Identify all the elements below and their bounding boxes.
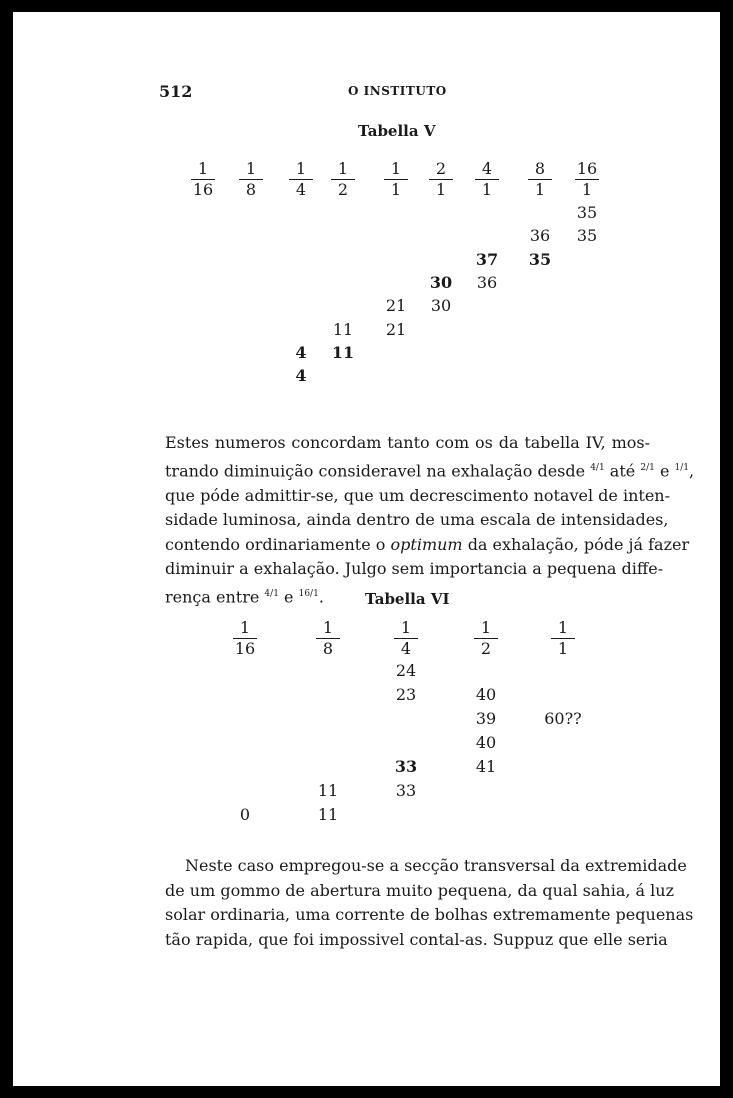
column-header-denominator: 2 bbox=[337, 180, 349, 199]
table-cell: 60?? bbox=[544, 709, 582, 728]
column-header-denominator: 1 bbox=[581, 180, 593, 199]
table-cell: 30 bbox=[430, 296, 452, 316]
column-header-denominator: 8 bbox=[322, 639, 334, 658]
table-cell: 35 bbox=[576, 226, 598, 246]
paragraph-1-line-5 bbox=[165, 533, 690, 558]
column-header-4 bbox=[376, 159, 416, 200]
column-header-denominator: 8 bbox=[245, 180, 257, 199]
paragraph-1-line-2: trando diminuição consideravel na exhalação desde $^{4/1}$ até $^{2/1}$ e $^{1/1}$, bbox=[165, 460, 695, 480]
table-cell: 21 bbox=[385, 319, 407, 339]
running-title: O INSTITUTO bbox=[348, 84, 447, 98]
column-header-3 bbox=[466, 618, 506, 659]
table-cell: 33 bbox=[394, 757, 418, 776]
table-cell: 40 bbox=[475, 685, 497, 704]
table-cell: 35 bbox=[576, 203, 598, 222]
table-cell: 4 bbox=[295, 366, 307, 386]
optimum-word: optimum bbox=[390, 534, 463, 554]
frac-3-num: 1 bbox=[674, 462, 681, 473]
column-header-0 bbox=[225, 618, 265, 659]
table-cell: 35 bbox=[528, 249, 552, 269]
line-2-text: trando diminuição consideravel na exhalação desde bbox=[165, 460, 586, 480]
column-header-4 bbox=[543, 618, 583, 659]
frac-1-den: 1 bbox=[598, 462, 605, 473]
column-header-1 bbox=[308, 618, 348, 659]
table-cell: 23 bbox=[395, 685, 417, 704]
column-header-numerator: 1 bbox=[197, 159, 209, 178]
column-header-numerator: 1 bbox=[295, 159, 307, 178]
table-cell: 40 bbox=[475, 733, 497, 752]
column-header-numerator: 1 bbox=[400, 618, 412, 637]
table-cell: 36 bbox=[476, 272, 498, 292]
column-header-numerator: 1 bbox=[322, 618, 334, 637]
paragraph-2 bbox=[165, 854, 694, 952]
paragraph-2-line-1: Neste caso empregou-se a secção transversal da extremidade bbox=[185, 856, 687, 875]
line-5-rest: da exhalação, póde já fazer bbox=[467, 534, 690, 554]
paragraph-1-line-7: rença entre $^{4/1}$ e $^{16/1}$. bbox=[165, 587, 324, 607]
frac-3-den: 1 bbox=[683, 462, 690, 473]
column-header-7 bbox=[520, 159, 560, 200]
table-cell: 37 bbox=[475, 249, 499, 269]
page bbox=[13, 12, 720, 1086]
frac-5-num: 16 bbox=[298, 588, 311, 599]
table-6-title: Tabella VI bbox=[365, 590, 450, 608]
table-cell: 30 bbox=[429, 272, 453, 292]
column-header-denominator: 1 bbox=[557, 639, 569, 658]
table-cell: 21 bbox=[385, 296, 407, 316]
column-header-numerator: 8 bbox=[534, 159, 546, 178]
frac-1-num: 4 bbox=[590, 462, 596, 473]
frac-2-num: 2 bbox=[640, 462, 647, 473]
table-5-title: Tabella V bbox=[358, 122, 436, 140]
column-header-8 bbox=[567, 159, 607, 200]
column-header-numerator: 1 bbox=[480, 618, 492, 637]
frac-5-den: 1 bbox=[313, 588, 319, 599]
paragraph-1-line-4: sidade luminosa, ainda dentro de uma escala de intensidades, bbox=[165, 510, 669, 530]
table-cell: 11 bbox=[331, 342, 355, 362]
table-cell: 33 bbox=[395, 781, 417, 800]
column-header-numerator: 4 bbox=[481, 159, 493, 178]
column-header-numerator: 1 bbox=[245, 159, 257, 178]
paragraph-2-line-4: tão rapida, que foi impossivel contal-as. Suppuz que elle seria bbox=[165, 929, 668, 949]
frac-4-num: 4 bbox=[264, 588, 271, 599]
column-header-denominator: 16 bbox=[234, 639, 256, 658]
table-cell: 11 bbox=[332, 319, 354, 339]
column-header-numerator: 2 bbox=[435, 159, 447, 178]
paragraph-1-line-3: que póde admittir-se, que um decrescimento notavel de inten- bbox=[165, 485, 671, 505]
column-header-2 bbox=[386, 618, 426, 659]
column-header-numerator: 1 bbox=[239, 618, 251, 637]
table-cell: 11 bbox=[317, 805, 339, 824]
line-7-text: rença entre bbox=[165, 587, 260, 607]
column-header-denominator: 1 bbox=[534, 180, 546, 199]
line-2-e: e bbox=[659, 460, 670, 480]
column-header-1 bbox=[231, 159, 271, 200]
paragraph-1-line-6: diminuir a exhalação. Julgo sem importancia a pequena diffe- bbox=[165, 559, 664, 579]
column-header-denominator: 1 bbox=[435, 180, 447, 199]
column-header-numerator: 1 bbox=[390, 159, 402, 178]
table-cell: 39 bbox=[475, 709, 497, 728]
paragraph-2-line-3: solar ordinaria, uma corrente de bolhas extremamente pequenas bbox=[165, 905, 694, 925]
column-header-5 bbox=[421, 159, 461, 200]
column-header-denominator: 1 bbox=[481, 180, 493, 199]
paragraph-2-line-2: de um gommo de abertura muito pequena, da qual sahia, á luz bbox=[165, 880, 674, 900]
column-header-denominator: 1 bbox=[390, 180, 402, 199]
table-cell: 11 bbox=[317, 781, 339, 800]
column-header-2 bbox=[281, 159, 321, 200]
table-cell: 41 bbox=[475, 757, 497, 776]
column-header-numerator: 1 bbox=[557, 618, 569, 637]
line-2-ate: até bbox=[609, 460, 636, 480]
column-header-denominator: 2 bbox=[480, 639, 492, 658]
page-number: 512 bbox=[159, 82, 193, 101]
table-cell: 36 bbox=[529, 226, 551, 246]
frac-2-den: 1 bbox=[649, 462, 655, 473]
paragraph-1-line-1: Estes numeros concordam tanto com os da tabella IV, mos- bbox=[165, 433, 650, 452]
column-header-numerator: 16 bbox=[576, 159, 598, 178]
column-header-denominator: 4 bbox=[295, 180, 307, 199]
column-header-numerator: 1 bbox=[337, 159, 349, 178]
column-header-6 bbox=[467, 159, 507, 200]
column-header-denominator: 4 bbox=[400, 639, 412, 658]
frac-4-den: 1 bbox=[273, 588, 279, 599]
line-5-text: contendo ordinariamente o bbox=[165, 534, 386, 554]
table-cell: 24 bbox=[395, 661, 417, 680]
table-cell: 0 bbox=[239, 805, 251, 824]
table-cell: 4 bbox=[295, 342, 307, 362]
column-header-denominator: 16 bbox=[192, 180, 214, 199]
column-header-0 bbox=[183, 159, 223, 200]
line-7-e: e bbox=[284, 587, 294, 607]
column-header-3 bbox=[323, 159, 363, 200]
paragraph-1 bbox=[165, 431, 695, 610]
